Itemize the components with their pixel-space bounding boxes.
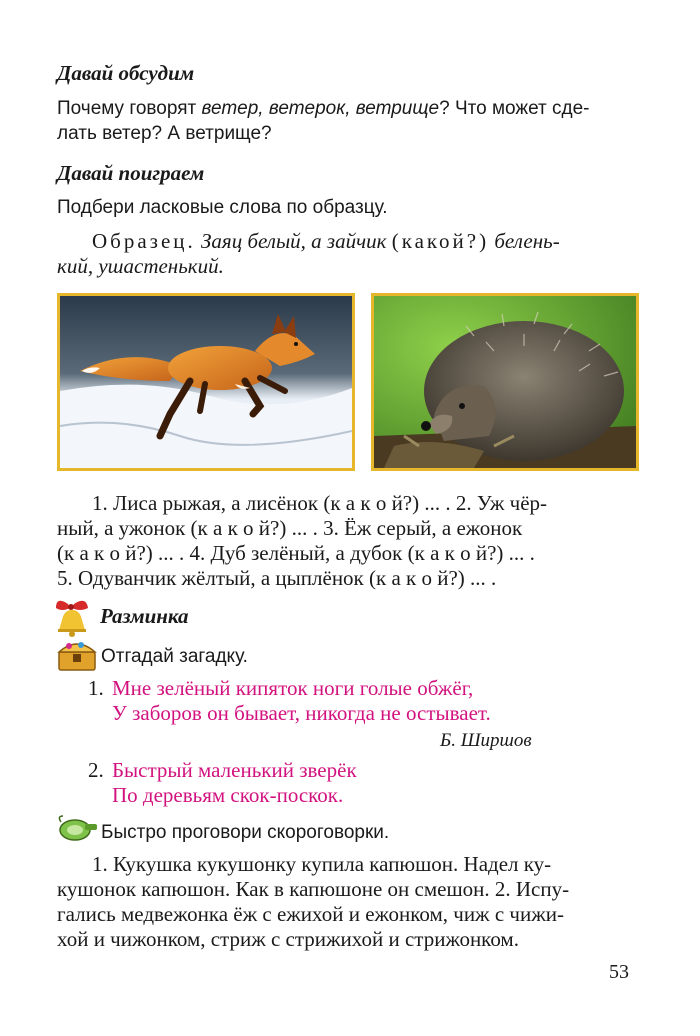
- exercise-line-1: 1. Лиса рыжая, а лисёнок (к а к о й?) ... . 2. Уж чёр-: [92, 491, 548, 515]
- tongue-twister-line-1: 1. Кукушка кукушонку купила капюшон. Надел ку-: [92, 852, 552, 876]
- riddle-instruction: Отгадай загадку.: [101, 646, 248, 667]
- warmup-heading: Разминка: [100, 604, 189, 628]
- tongue-twister-line-4: хой и чижонком, стриж с стрижихой и стрижонком.: [57, 927, 519, 951]
- sample-line-2: кий, ушастенький.: [57, 254, 224, 278]
- discuss-text-c: ? Что может сде-: [439, 98, 590, 119]
- riddle-1-author: Б. Ширшов: [440, 730, 532, 751]
- fox-photo: [57, 293, 355, 471]
- exercise-line-2: ный, а ужонок (к а к о й?) ... . 3. Ёж серый, а ежонок: [57, 516, 523, 540]
- riddle-1-number: 1.: [88, 676, 104, 700]
- riddle-2-number: 2.: [88, 758, 104, 782]
- fox-illustration: [60, 296, 352, 468]
- riddle-1-line-2: У заборов он бывает, никогда не остывает.: [112, 701, 491, 725]
- sample-text-b: белень-: [494, 229, 560, 253]
- hedgehog-photo: [371, 293, 639, 471]
- whistle-icon: [55, 814, 99, 844]
- tongue-twister-line-3: гались медвежонка ёж с ежихой и ежонком, чиж с чижи-: [57, 902, 564, 926]
- play-heading: Давай поиграем: [57, 161, 205, 185]
- riddle-2-line-2: По деревьям скок-поскок.: [112, 783, 344, 807]
- exercise-line-3: (к а к о й?) ... . 4. Дуб зелёный, а дубок (к а к о й?) ... .: [57, 541, 535, 565]
- riddle-2-line-1: Быстрый маленький зверёк: [112, 758, 357, 782]
- discuss-words: ветер, ветерок, ветрище: [201, 98, 440, 119]
- sample-kakoy: (какой?): [391, 229, 490, 253]
- sample-line-1: [92, 229, 560, 254]
- hedgehog-illustration: [374, 296, 636, 468]
- bell-bow-icon: [52, 598, 96, 638]
- discuss-question-line-2: лать ветер? А ветрище?: [57, 123, 272, 144]
- riddle-1-line-1: Мне зелёный кипяток ноги голые обжёг,: [112, 676, 474, 700]
- discuss-question-line-1: [57, 96, 589, 121]
- tongue-twister-instruction: Быстро проговори скороговорки.: [101, 822, 390, 843]
- sample-label: Образец.: [92, 229, 196, 253]
- sample-text-a: Заяц белый, а зайчик: [201, 229, 387, 253]
- treasure-chest-icon: [55, 638, 99, 674]
- exercise-line-4: 5. Одуванчик жёлтый, а цыплёнок (к а к о й?) ... .: [57, 566, 497, 590]
- tongue-twister-line-2: кушонок капюшон. Как в капюшоне он смешон. 2. Испу-: [57, 877, 570, 901]
- discuss-text-a: Почему говорят: [57, 98, 202, 119]
- page-number: 53: [609, 961, 629, 983]
- play-instruction: Подбери ласковые слова по образцу.: [57, 197, 388, 218]
- discuss-heading: Давай обсудим: [57, 61, 195, 85]
